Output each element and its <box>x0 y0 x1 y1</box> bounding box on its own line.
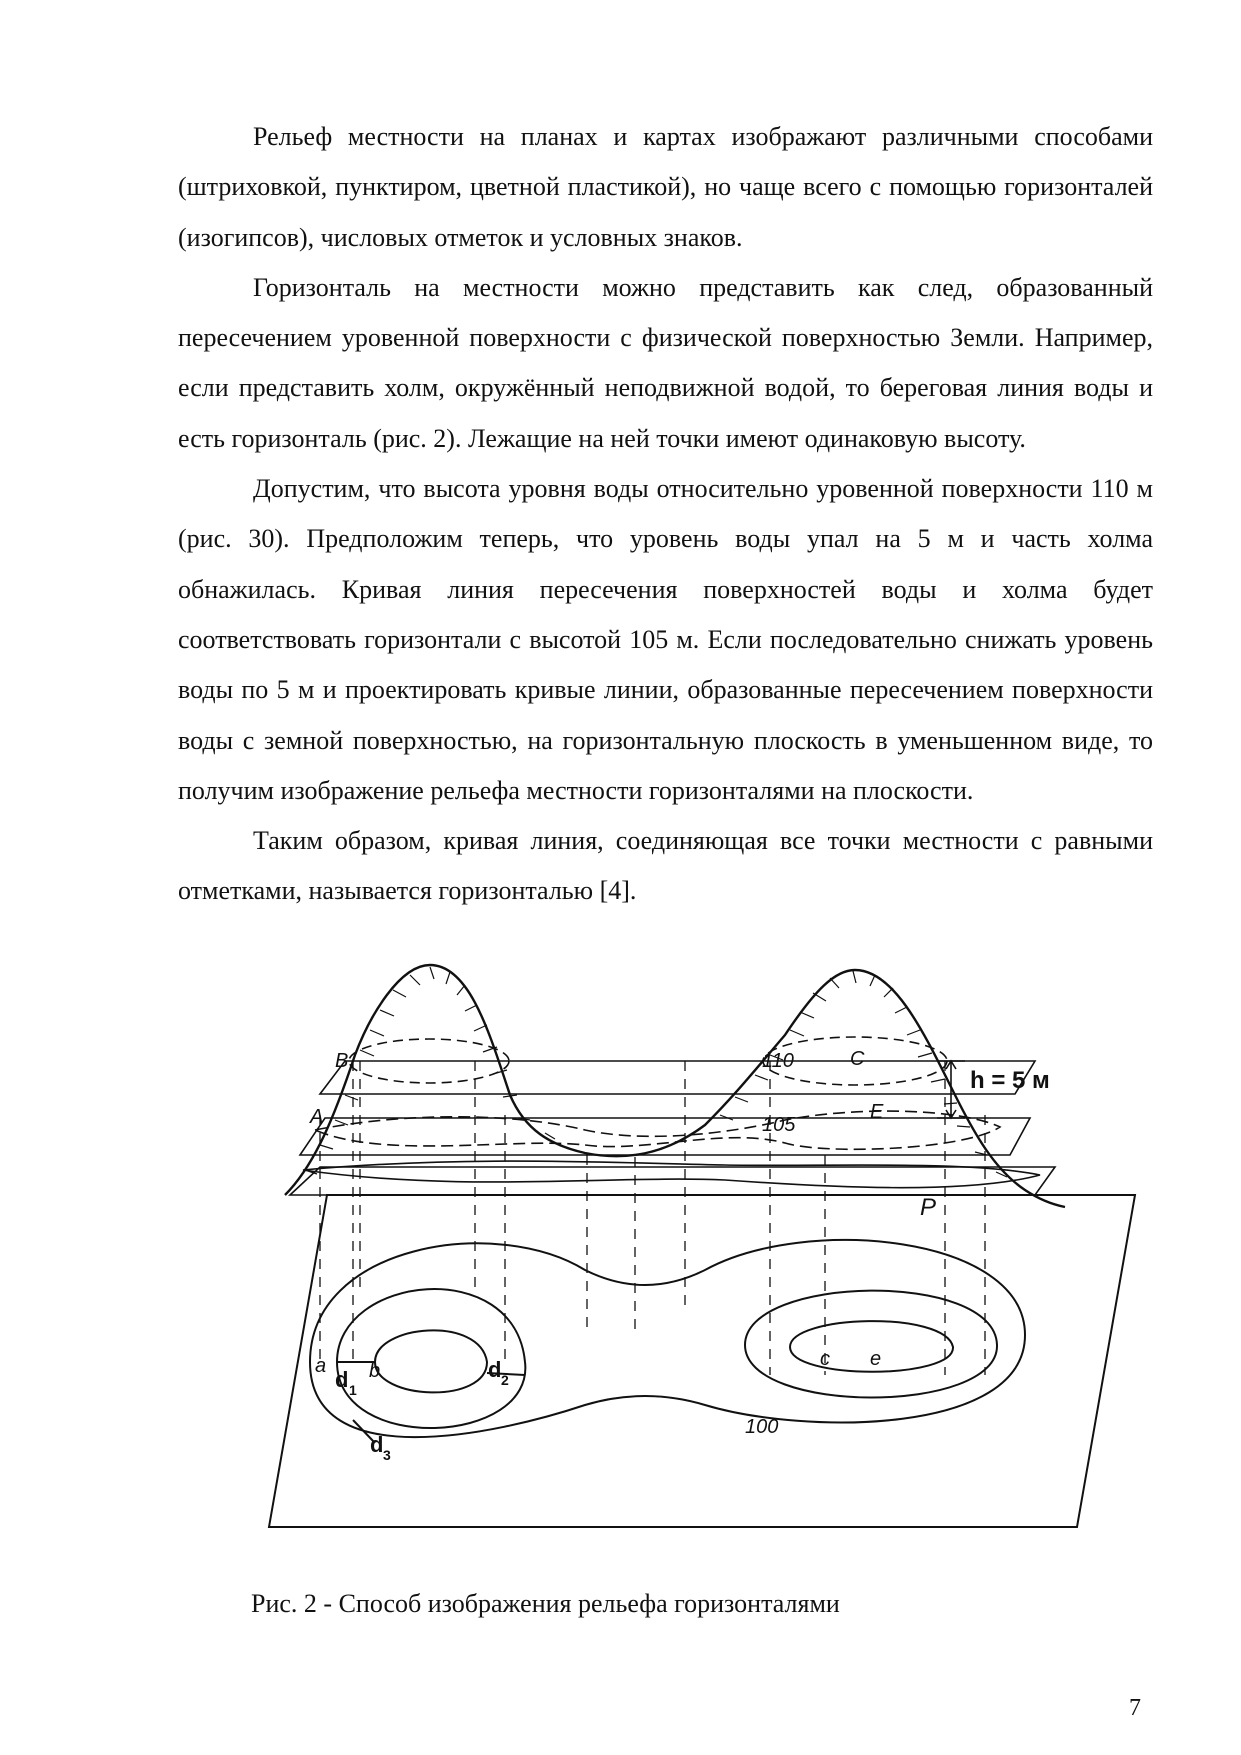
label-d2: d <box>488 1357 502 1382</box>
contour-100 <box>310 1240 1025 1437</box>
level-plane-100 <box>290 1167 1055 1195</box>
figure-caption: Рис. 2 - Способ изображения рельефа горизонталями <box>251 1589 840 1618</box>
label-h: h = 5 м <box>970 1067 1050 1094</box>
label-c: c <box>820 1348 830 1370</box>
terrain-profile <box>285 965 1065 1207</box>
projection-plane-p <box>269 1195 1135 1527</box>
label-P: P <box>920 1194 937 1221</box>
paragraph-2: Горизонталь на местности можно представить как след, образованный пересечением уровенной поверхности с физической поверхностью Земли. Например, если представить холм, окружённый неподвижной водой, то береговая линия воды и есть горизонталь (рис. 2). Лежащие на ней точки имеют одинаковую высоту. <box>178 272 1153 453</box>
svg-text:2: 2 <box>501 1372 509 1388</box>
contour-label-110: 110 <box>762 1050 794 1072</box>
relief-contour-figure <box>265 1048 1145 1535</box>
contour-label-105: 105 <box>762 1114 796 1136</box>
label-d3: d <box>370 1432 384 1457</box>
plan-contours <box>310 1240 1025 1443</box>
body-text <box>178 112 1153 917</box>
label-C: C <box>850 1048 865 1070</box>
contour-105-right <box>745 1291 997 1398</box>
level-plane-110 <box>320 1061 1035 1094</box>
label-b: b <box>369 1360 381 1382</box>
svg-text:1: 1 <box>349 1382 357 1398</box>
label-a: a <box>315 1355 327 1377</box>
label-B: B <box>335 1050 349 1072</box>
paragraph-3: Допустим, что высота уровня воды относительно уровенной поверхности 110 м (рис. 30). Предположим теперь, что уровень воды упал на 5 м и часть холма обнажилась. Кривая линия пересечения поверхностей воды и холма будет соответствовать горизонтали с высотой 105 м. Если последовательно снижать уровень воды по 5 м и проектировать кривые линии, образованные пересечением поверхности воды с земной поверхностью, на горизонтальную плоскость в уменьшенном виде, то получим изображение рельефа местности горизонталями на плоскости. <box>178 474 1153 805</box>
contour-110-left <box>375 1330 487 1392</box>
label-E: E <box>870 1101 884 1123</box>
svg-text:3: 3 <box>383 1447 391 1463</box>
label-e: e <box>870 1348 882 1370</box>
label-A: A <box>310 1106 324 1128</box>
page-number: 7 <box>1129 1695 1141 1721</box>
paragraph-1: Рельеф местности на планах и картах изображают различными способами (штриховкой, пунктиром, цветной пластикой), но чаще всего с помощью горизонталей (изогипсов), числовых отметок и условных знаков. <box>178 122 1153 252</box>
contour-label-100: 100 <box>745 1416 779 1438</box>
paragraph-4: Таким образом, кривая линия, соединяющая все точки местности с равными отметками, называется горизонталью [4]. <box>178 826 1153 906</box>
section-contours <box>303 1037 1040 1188</box>
label-d1: d <box>335 1367 349 1392</box>
projection-lines <box>320 1061 985 1375</box>
